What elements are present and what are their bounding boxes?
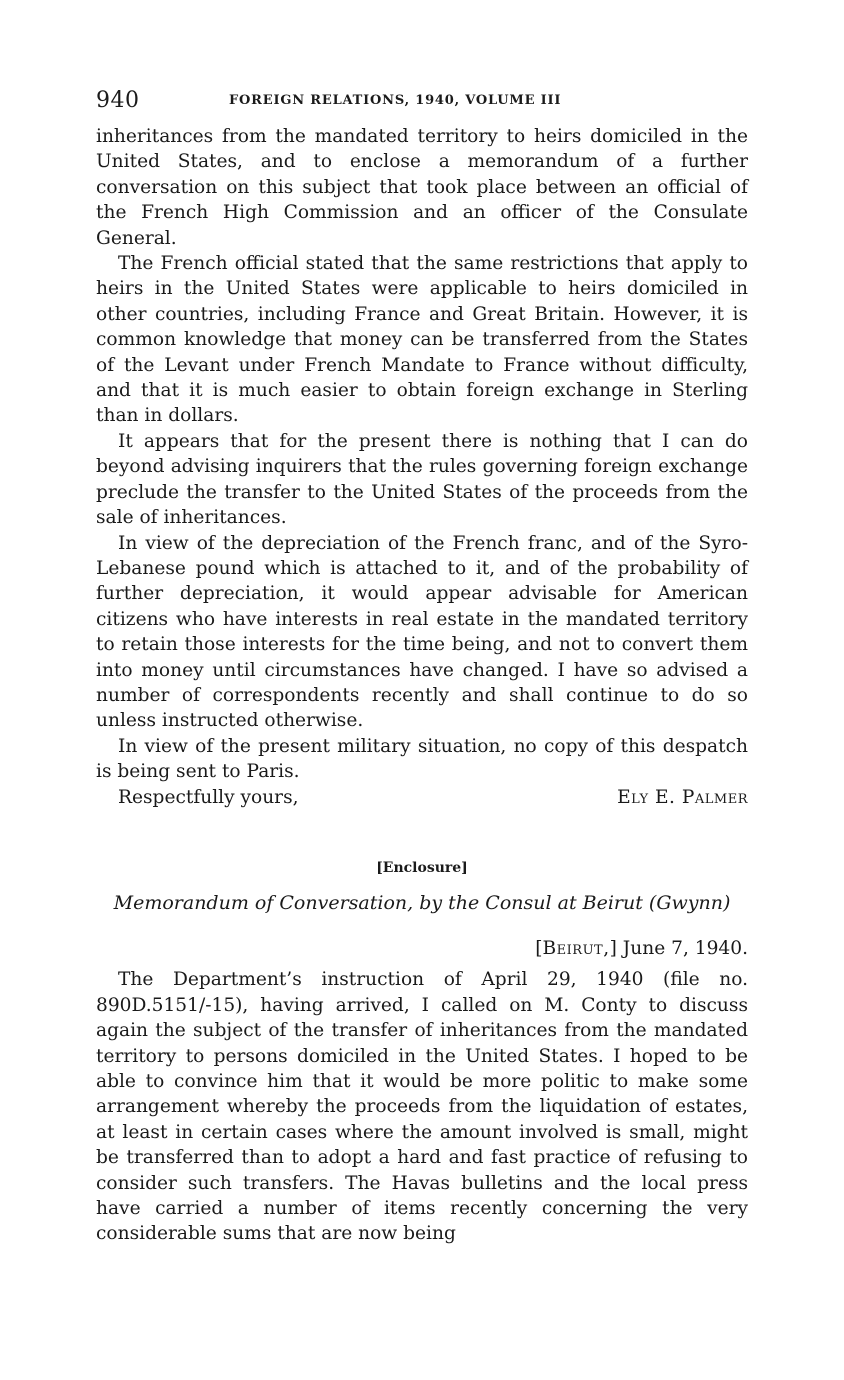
dateline-date: ] June 7, 1940. <box>609 937 748 959</box>
dateline-place: Beirut, <box>542 937 610 959</box>
body-paragraph: It appears that for the present there is nothing that I can do beyond advising inquirers that the rules governing foreign exchange preclude the transfer to the United States of the proceeds from the sale of inheritances. <box>96 430 748 529</box>
running-head <box>96 88 748 120</box>
document-page <box>96 88 748 1247</box>
signature: Ely E. Palmer <box>617 786 748 808</box>
running-head-title: FOREIGN RELATIONS, 1940, VOLUME III <box>229 93 562 108</box>
letter-closing <box>96 785 748 810</box>
memorandum-title: Memorandum of Conversation, by the Consul at Beirut (Gwynn) <box>113 891 731 914</box>
body-paragraph: In view of the present military situation, no copy of this despatch is being sent to Paris. <box>96 735 748 783</box>
body-paragraph: The French official stated that the same restrictions that apply to heirs in the United States were applicable to heirs domiciled in other countries, including France and Great Britain. However, it is common knowledge that money can be transferred from the States of the Levant under French Mandate to France without difficulty, and that it is much easier to obtain foreign exchange in Sterling than in dollars. <box>96 253 748 427</box>
salutation: Respectfully yours, <box>118 786 299 808</box>
enclosure-label: [Enclosure] <box>376 859 468 876</box>
memo-dateline <box>96 936 748 961</box>
body-paragraph: inheritances from the mandated territory to heirs domiciled in the United States, and to enclose a memorandum of a further conversation on this subject that took place between an official of the French High Commission and an officer of the Consulate General. <box>96 126 748 249</box>
body-paragraph: In view of the depreciation of the French franc, and of the Syro-Lebanese pound which is attached to it, and of the probability of further depreciation, it would appear advisable for American citizens who have interests in real estate in the mandated territory to retain those interests for the time being, and not to convert them into money until circumstances have changed. I have so advised a number of correspondents recently and shall continue to do so unless instructed otherwise. <box>96 532 748 732</box>
memo-paragraph: The Department’s instruction of April 29, 1940 (file no. 890D.5151/-15), having arrived, I called on M. Conty to discuss again the subject of the transfer of inheritances from the mandated territory to persons domiciled in the United States. I hoped to be able to convince him that it would be more politic to make some arrangement whereby the proceeds from the liquidation of estates, at least in certain cases where the amount involved is small, might be transferred than to adopt a hard and fast practice of refusing to consider such transfers. The Havas bulletins and the local press have carried a number of items recently concerning the very considerable sums that are now being <box>96 969 748 1245</box>
page-number: 940 <box>96 88 140 113</box>
dateline-bracket-open: [ <box>535 937 543 959</box>
